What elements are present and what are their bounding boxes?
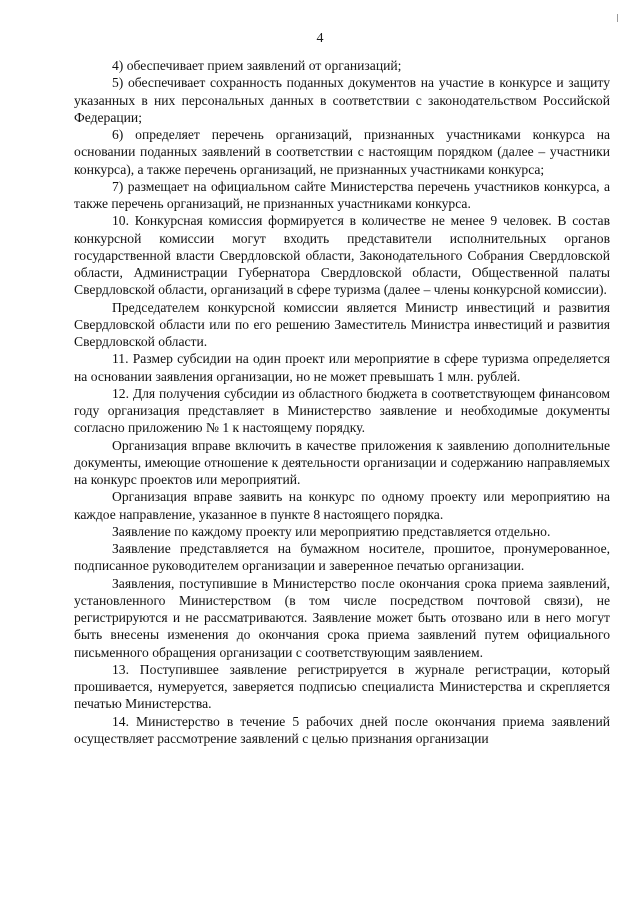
paragraph-clause-11: 11. Размер субсидии на один проект или мероприятие в сфере туризма определяется на основании заявления организации, но не может превышать 1 млн. рублей.: [74, 351, 610, 384]
paragraph-item-4: 4) обеспечивает прием заявлений от организаций;: [112, 58, 402, 73]
paragraph-additional-documents: Организация вправе включить в качестве приложения к заявлению дополнительные документы, имеющие отношение к деятельности организации и содержанию направляемых на конкурс проектов или мероприятий.: [74, 437, 610, 487]
paragraph-clause-14: 14. Министерство в течение 5 рабочих дней после окончания приема заявлений осуществляет рассмотрение заявлений с целью признания организации: [74, 713, 610, 746]
paragraph-clause-10: 10. Конкурсная комиссия формируется в количестве не менее 9 человек. В состав конкурсной комиссии могут входить представители исполнительных органов государственной власти Свердловской области, Законодательного Собрания Свердловской области, Администрации Губернатора Свердловской области, Общественной палаты Свердловской области, организаций в сфере туризма (далее – члены конкурсной комиссии).: [74, 213, 610, 298]
paragraph-clause-12: 12. Для получения субсидии из областного бюджета в соответствующем финансовом году организация представляет в Министерство заявление и необходимые документы согласно приложению № 1 к настоящему порядку.: [74, 385, 610, 436]
paragraph-item-5: 5) обеспечивает сохранность поданных документов на участие в конкурсе и защиту указанных в них персональных данных в соответствии с законодательством Российской Федерации;: [74, 75, 610, 125]
paragraph-late-applications: Заявления, поступившие в Министерство после окончания срока приема заявлений, установленного Министерством (в том числе посредством почтовой связи), не регистрируются и не рассматриваются. Заявление может быть отозвано или в него могут быть внесены изменения до окончания срока приема заявлений путем официального письменного обращения организации с соответствующим заявлением.: [74, 575, 610, 660]
paragraph-item-6: 6) определяет перечень организаций, признанных участниками конкурса на основании поданных заявлений в соответствии с настоящим порядком (далее – участники конкурса), а также перечень организаций, не признанных участниками конкурса;: [74, 127, 610, 177]
document-body: [74, 57, 610, 747]
paragraph-paper-format: Заявление представляется на бумажном носителе, прошитое, пронумерованное, подписанное руководителем организации и заверенное печатью организации.: [74, 541, 610, 574]
paragraph-commission-chair: Председателем конкурсной комиссии является Министр инвестиций и развития Свердловской области или по его решению Заместитель Министра инвестиций и развития Свердловской области.: [74, 299, 610, 349]
scan-corner-mark: [617, 14, 618, 22]
paragraph-one-project-per-direction: Организация вправе заявить на конкурс по одному проекту или мероприятию на каждое направление, указанное в пункте 8 настоящего порядка.: [74, 489, 610, 522]
page-number: 4: [316, 31, 324, 46]
paragraph-item-7: 7) размещает на официальном сайте Министерства перечень участников конкурса, а также перечень организаций, не признанных участниками конкурса.: [74, 178, 610, 211]
paragraph-clause-13: 13. Поступившее заявление регистрируется в журнале регистрации, который прошивается, нумеруется, заверяется подписью специалиста Министерства и скрепляется печатью Министерства.: [74, 661, 610, 712]
paragraph-separate-application: Заявление по каждому проекту или мероприятию представляется отдельно.: [112, 523, 551, 539]
